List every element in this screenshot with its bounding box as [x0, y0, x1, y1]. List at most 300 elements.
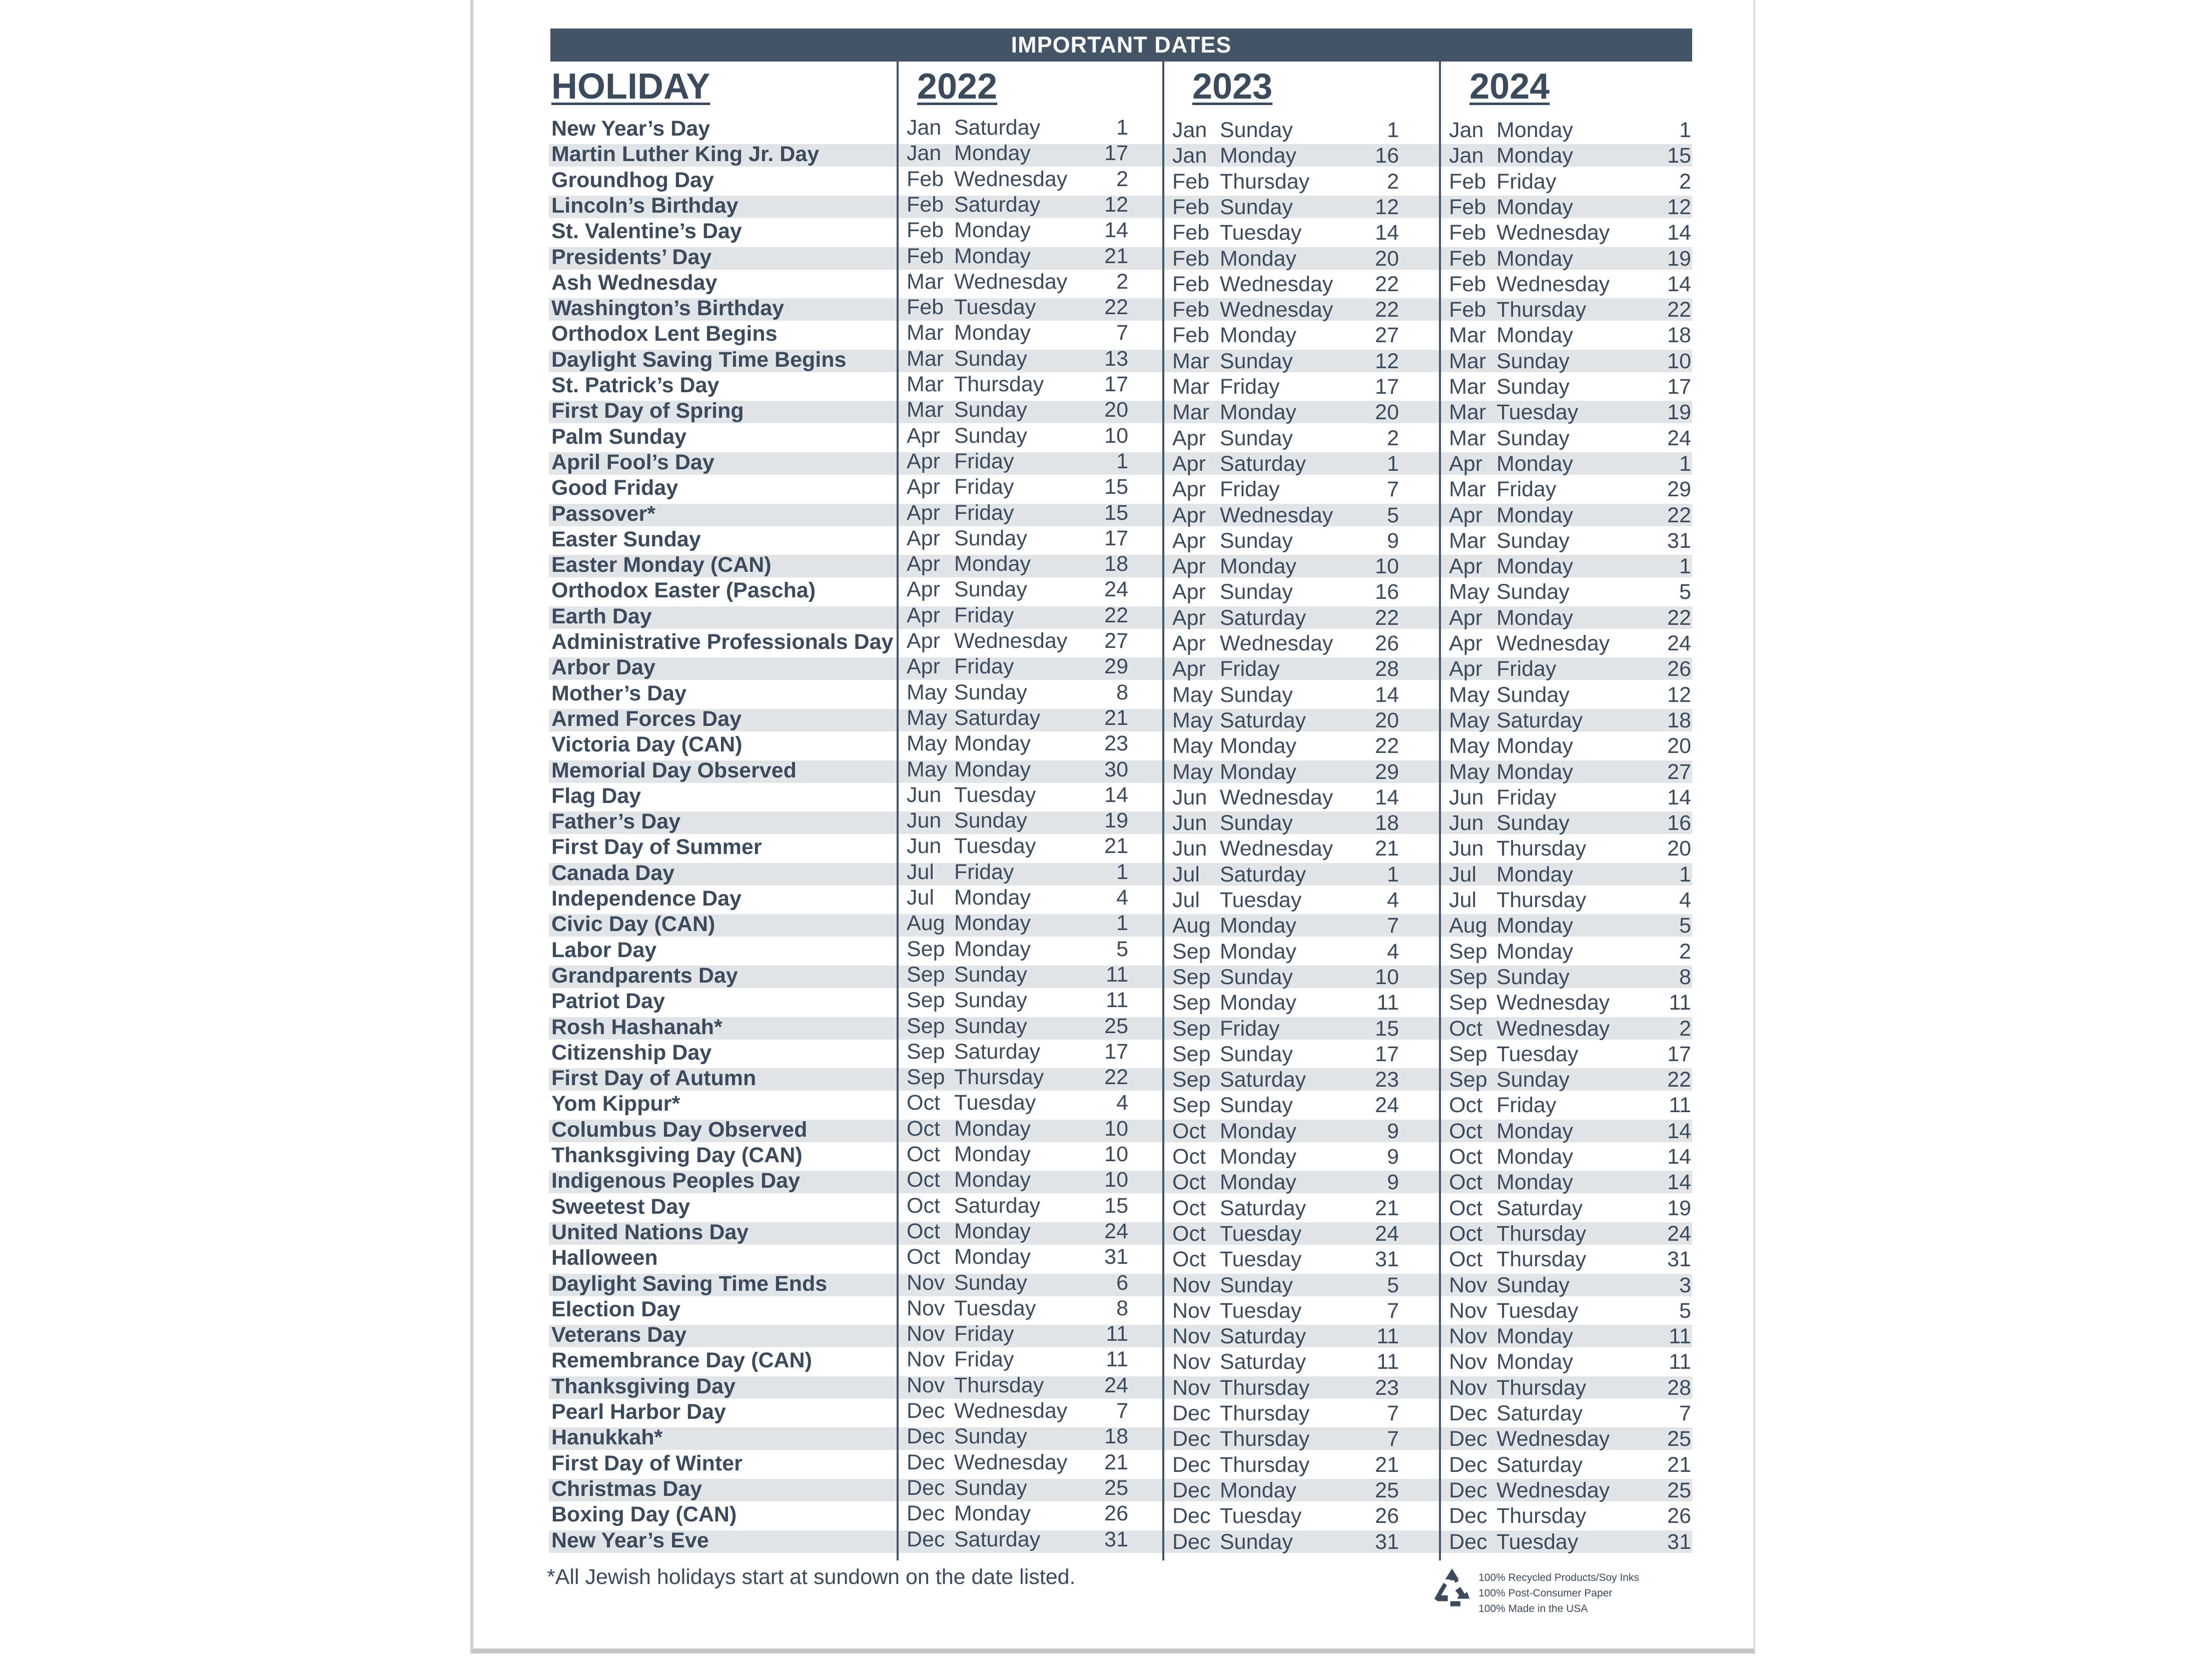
- year-2022-day-num: 24: [1104, 577, 1128, 601]
- year-2022-day-num: 1: [1116, 116, 1128, 140]
- holiday-name: Sweetest Day: [551, 1195, 690, 1219]
- year-2022-day-num: 21: [1104, 834, 1128, 858]
- year-2023-weekday: Monday: [1220, 760, 1296, 784]
- year-2023-weekday: Wednesday: [1220, 785, 1333, 809]
- year-2023-day-num: 16: [1375, 580, 1399, 604]
- year-2022-weekday: Monday: [954, 1168, 1031, 1192]
- holiday-name: Flag Day: [551, 784, 641, 808]
- holiday-name: Veterans Day: [551, 1323, 687, 1347]
- holiday-name: Earth Day: [551, 604, 652, 628]
- year-2024-day-num: 1: [1679, 452, 1691, 476]
- year-2023-day-num: 29: [1375, 760, 1399, 784]
- year-2022-weekday: Monday: [954, 937, 1031, 961]
- year-2024-weekday: Sunday: [1497, 1273, 1570, 1297]
- year-2023-day-num: 25: [1375, 1478, 1399, 1502]
- year-2022-day-num: 10: [1104, 1142, 1128, 1166]
- year-2022-month: May: [907, 706, 948, 730]
- year-2024-month: Nov: [1449, 1350, 1488, 1374]
- year-2022-day-num: 7: [1116, 321, 1128, 345]
- year-2022-day-num: 17: [1104, 1040, 1128, 1064]
- year-2022-weekday: Friday: [954, 603, 1014, 627]
- year-2022-day-num: 8: [1116, 1296, 1128, 1320]
- year-2023-weekday: Monday: [1220, 323, 1296, 347]
- year-2022-weekday: Monday: [954, 244, 1031, 268]
- year-2022-weekday: Friday: [954, 1347, 1014, 1371]
- year-2022-month: Oct: [907, 1142, 940, 1166]
- year-2022-day-num: 4: [1116, 886, 1128, 910]
- year-2024-month: Jul: [1449, 888, 1477, 912]
- year-2022-weekday: Monday: [954, 886, 1031, 910]
- year-2023-day-num: 14: [1375, 785, 1399, 809]
- year-2023-month: Oct: [1172, 1119, 1206, 1143]
- holiday-name: New Year’s Eve: [551, 1528, 709, 1552]
- year-2022-month: May: [907, 731, 948, 755]
- year-2024-weekday: Sunday: [1497, 349, 1570, 373]
- year-2023-month: Feb: [1172, 170, 1210, 194]
- year-2024-weekday: Monday: [1497, 1170, 1573, 1194]
- year-2023-day-num: 26: [1375, 1504, 1399, 1528]
- year-2022-day-num: 7: [1116, 1399, 1128, 1423]
- year-2023-weekday: Wednesday: [1220, 272, 1333, 296]
- year-2023-weekday: Saturday: [1220, 708, 1306, 732]
- year-2022-month: Apr: [907, 577, 940, 601]
- year-2024-month: Apr: [1449, 657, 1483, 681]
- year-2022-weekday: Sunday: [954, 680, 1027, 704]
- year-2022-month: Mar: [907, 372, 944, 396]
- year-2024-weekday: Tuesday: [1497, 400, 1579, 424]
- year-2023-month: Feb: [1172, 247, 1210, 271]
- holiday-name: Grandparents Day: [551, 964, 738, 988]
- year-2024-month: Jun: [1449, 837, 1484, 861]
- year-2024-weekday: Sunday: [1497, 426, 1570, 450]
- year-2023-month: Oct: [1172, 1145, 1206, 1169]
- year-2023-month: Jun: [1172, 811, 1207, 835]
- year-2023-weekday: Sunday: [1220, 1093, 1293, 1117]
- year-2022-day-num: 22: [1104, 1065, 1128, 1089]
- year-2022-weekday: Monday: [954, 1117, 1031, 1141]
- year-2022-day-num: 17: [1104, 372, 1128, 396]
- year-2024-day-num: 7: [1679, 1401, 1691, 1425]
- recycle-claim-line: 100% Post-Consumer Paper: [1479, 1587, 1613, 1599]
- year-2022-day-num: 14: [1104, 783, 1128, 807]
- holiday-column-header: HOLIDAY: [551, 67, 710, 107]
- year-2024-weekday: Monday: [1497, 554, 1573, 578]
- year-2024-weekday: Tuesday: [1497, 1042, 1579, 1066]
- year-2022-weekday: Tuesday: [954, 295, 1036, 319]
- year-2022-month: Jul: [907, 886, 934, 910]
- year-2024-weekday: Friday: [1497, 170, 1557, 194]
- year-2023-day-num: 14: [1375, 221, 1399, 245]
- year-2023-weekday: Monday: [1220, 940, 1296, 964]
- year-2024-day-num: 1: [1679, 554, 1691, 578]
- year-2024-month: Apr: [1449, 452, 1483, 476]
- year-2024-day-num: 8: [1679, 965, 1691, 989]
- year-2022-month: Apr: [907, 629, 940, 653]
- year-2023-weekday: Thursday: [1220, 1453, 1310, 1477]
- year-2022-weekday: Friday: [954, 501, 1014, 525]
- year-2023-day-num: 23: [1375, 1376, 1399, 1400]
- year-2023-day-num: 23: [1375, 1068, 1399, 1092]
- year-2024-weekday: Sunday: [1497, 580, 1570, 604]
- year-2024-day-num: 31: [1667, 1247, 1691, 1271]
- year-2022-day-num: 20: [1104, 398, 1128, 422]
- year-2024-month: Sep: [1449, 991, 1488, 1015]
- year-2024-day-num: 24: [1667, 631, 1691, 655]
- year-2022-weekday: Wednesday: [954, 629, 1068, 653]
- year-2024-day-num: 14: [1667, 221, 1691, 245]
- year-2024-day-num: 12: [1667, 683, 1691, 707]
- year-2023-day-num: 4: [1387, 940, 1399, 964]
- year-2022-weekday: Saturday: [954, 706, 1041, 730]
- year-2022-month: Feb: [907, 295, 944, 319]
- year-2024-weekday: Wednesday: [1497, 1017, 1610, 1041]
- holiday-name: Mother’s Day: [551, 681, 687, 705]
- year-2022-month: Mar: [907, 398, 944, 422]
- year-2023-month: Nov: [1172, 1376, 1211, 1400]
- year-2022-day-num: 11: [1106, 1322, 1128, 1346]
- holiday-name: St. Patrick’s Day: [551, 373, 719, 397]
- year-2024-month: Oct: [1449, 1247, 1483, 1271]
- year-2024-weekday: Thursday: [1497, 298, 1587, 322]
- year-2022-weekday: Tuesday: [954, 1091, 1036, 1115]
- year-2023-month: Apr: [1172, 529, 1206, 553]
- year-2022-month: Sep: [907, 988, 945, 1012]
- year-2023-weekday: Wednesday: [1220, 631, 1333, 655]
- year-2024-month: Oct: [1449, 1093, 1483, 1117]
- year-2024-day-num: 10: [1667, 349, 1691, 373]
- holiday-name: Christmas Day: [551, 1477, 702, 1501]
- year-2023-day-num: 2: [1387, 426, 1399, 450]
- year-2022-day-num: 31: [1104, 1527, 1128, 1551]
- year-2022-weekday: Monday: [954, 911, 1031, 935]
- year-2024-weekday: Wednesday: [1497, 1478, 1610, 1502]
- holiday-name: Halloween: [551, 1246, 658, 1270]
- year-2024-weekday: Saturday: [1497, 708, 1583, 732]
- year-2024-weekday: Wednesday: [1497, 631, 1610, 655]
- year-2022-weekday: Monday: [954, 141, 1031, 165]
- year-2024-day-num: 14: [1667, 785, 1691, 809]
- year-2023-day-num: 17: [1375, 375, 1399, 399]
- year-2024-month: Jan: [1449, 144, 1484, 168]
- year-2024-month: Feb: [1449, 221, 1487, 245]
- year-2022-weekday: Monday: [954, 757, 1031, 781]
- year-2024-month: Apr: [1449, 631, 1483, 655]
- year-2024-weekday: Monday: [1497, 940, 1573, 964]
- year-2022-day-num: 21: [1104, 706, 1128, 730]
- year-2023-weekday: Friday: [1220, 657, 1280, 681]
- year-2023-day-num: 11: [1376, 1350, 1399, 1374]
- year-2024-weekday: Tuesday: [1497, 1299, 1579, 1323]
- year-2023-day-num: 17: [1375, 1042, 1399, 1066]
- year-2023-month: Apr: [1172, 657, 1206, 681]
- year-2024-day-num: 5: [1679, 1299, 1691, 1323]
- year-2022-weekday: Wednesday: [954, 167, 1068, 191]
- year-2023-day-num: 20: [1375, 400, 1399, 424]
- year-2023-day-num: 7: [1387, 477, 1399, 501]
- year-2023-weekday: Monday: [1220, 914, 1296, 938]
- year-2022-weekday: Sunday: [954, 1476, 1027, 1500]
- holiday-name: Election Day: [551, 1297, 681, 1321]
- year-2023-weekday: Sunday: [1220, 811, 1293, 835]
- year-2022-weekday: Thursday: [954, 372, 1044, 396]
- year-2022-day-num: 27: [1104, 629, 1128, 653]
- holiday-name: April Fool’s Day: [551, 450, 714, 474]
- year-2022-weekday: Saturday: [954, 193, 1041, 217]
- year-2023-month: Sep: [1172, 1068, 1211, 1092]
- holiday-name: Indigenous Peoples Day: [551, 1169, 800, 1193]
- year-2022-day-num: 14: [1104, 218, 1128, 242]
- year-2022-weekday: Sunday: [954, 1271, 1027, 1295]
- year-2024-weekday: Monday: [1497, 323, 1573, 347]
- year-2023-day-num: 16: [1375, 144, 1399, 168]
- year-2022-day-num: 21: [1104, 1450, 1128, 1474]
- year-2024-day-num: 11: [1669, 991, 1691, 1015]
- year-2022-day-num: 30: [1104, 757, 1128, 781]
- year-2024-weekday: Wednesday: [1497, 991, 1610, 1015]
- year-2024-weekday: Monday: [1497, 1145, 1573, 1169]
- year-2024-month: Jun: [1449, 811, 1484, 835]
- year-2023-weekday: Saturday: [1220, 1196, 1306, 1220]
- year-2022-month: Feb: [907, 193, 944, 217]
- year-2023-day-num: 10: [1375, 554, 1399, 578]
- year-2023-month: Feb: [1172, 298, 1210, 322]
- year-2024-day-num: 14: [1667, 1119, 1691, 1143]
- year-2022-month: Nov: [907, 1271, 945, 1295]
- year-2022-weekday: Friday: [954, 860, 1014, 884]
- year-2022-month: Dec: [907, 1476, 945, 1500]
- year-2023-day-num: 7: [1387, 914, 1399, 938]
- year-2023-weekday: Sunday: [1220, 965, 1293, 989]
- year-2022-weekday: Sunday: [954, 963, 1027, 987]
- year-2023-weekday: Wednesday: [1220, 837, 1333, 861]
- year-2023-month: Jun: [1172, 785, 1207, 809]
- year-2024-weekday: Thursday: [1497, 837, 1587, 861]
- year-2023-day-num: 27: [1375, 323, 1399, 347]
- year-2022-month: May: [907, 757, 948, 781]
- holiday-name: Washington’s Birthday: [551, 296, 785, 320]
- year-2023-weekday: Sunday: [1220, 683, 1293, 707]
- year-2024-weekday: Monday: [1497, 606, 1573, 630]
- year-2023-day-num: 26: [1375, 631, 1399, 655]
- year-2022-header: 2022: [917, 67, 998, 107]
- holiday-name: Citizenship Day: [551, 1041, 712, 1065]
- year-2022-day-num: 29: [1104, 654, 1128, 678]
- year-2022-weekday: Friday: [954, 449, 1014, 473]
- year-2024-month: Feb: [1449, 298, 1487, 322]
- holiday-name: Administrative Professionals Day: [551, 630, 894, 654]
- year-2022-day-num: 8: [1116, 680, 1128, 704]
- year-2023-day-num: 1: [1387, 863, 1399, 887]
- year-2022-month: Apr: [907, 552, 940, 576]
- year-2024-weekday: Sunday: [1497, 1068, 1570, 1092]
- year-2022-day-num: 10: [1104, 424, 1128, 448]
- year-2024-day-num: 3: [1679, 1273, 1691, 1297]
- year-2023-month: Dec: [1172, 1401, 1211, 1425]
- year-2023-day-num: 28: [1375, 657, 1399, 681]
- year-2024-month: Oct: [1449, 1145, 1483, 1169]
- year-2022-weekday: Thursday: [954, 1065, 1044, 1089]
- year-2023-day-num: 22: [1375, 272, 1399, 296]
- year-2024-day-num: 15: [1667, 144, 1691, 168]
- column-divider: [897, 62, 899, 1560]
- footnote: *All Jewish holidays start at sundown on the date listed.: [547, 1565, 1076, 1589]
- recycle-claim-line: 100% Made in the USA: [1479, 1603, 1588, 1614]
- year-2022-weekday: Sunday: [954, 424, 1027, 448]
- year-2023-month: Apr: [1172, 426, 1206, 450]
- year-2024-day-num: 18: [1667, 323, 1691, 347]
- year-2022-month: Apr: [907, 501, 940, 525]
- year-2024-day-num: 19: [1667, 1196, 1691, 1220]
- year-2023-weekday: Tuesday: [1220, 888, 1302, 912]
- year-2024-day-num: 28: [1667, 1376, 1691, 1400]
- year-2023-month: Sep: [1172, 1093, 1211, 1117]
- year-2023-month: May: [1172, 708, 1213, 732]
- year-2024-weekday: Monday: [1497, 144, 1573, 168]
- year-2024-day-num: 20: [1667, 734, 1691, 758]
- year-2023-month: Mar: [1172, 375, 1210, 399]
- year-2023-day-num: 15: [1375, 1017, 1399, 1041]
- year-2023-month: May: [1172, 683, 1213, 707]
- year-2023-weekday: Wednesday: [1220, 298, 1333, 322]
- year-2023-weekday: Monday: [1220, 247, 1296, 271]
- year-2024-month: Sep: [1449, 1042, 1488, 1066]
- year-2023-month: Dec: [1172, 1478, 1211, 1502]
- year-2024-day-num: 11: [1669, 1093, 1691, 1117]
- year-2023-weekday: Monday: [1220, 1478, 1296, 1502]
- year-2023-month: Sep: [1172, 965, 1211, 989]
- holiday-name: Daylight Saving Time Ends: [551, 1272, 828, 1296]
- year-2024-weekday: Monday: [1497, 734, 1573, 758]
- year-2022-weekday: Sunday: [954, 808, 1027, 833]
- year-2023-day-num: 20: [1375, 708, 1399, 732]
- column-divider: [1162, 62, 1164, 1560]
- column-divider: [1439, 62, 1441, 1560]
- year-2023-month: Jul: [1172, 888, 1200, 912]
- year-2023-month: Oct: [1172, 1247, 1206, 1271]
- year-2023-month: Dec: [1172, 1530, 1211, 1554]
- year-2024-month: May: [1449, 760, 1490, 784]
- year-2022-weekday: Friday: [954, 654, 1014, 678]
- year-2023-day-num: 9: [1387, 1145, 1399, 1169]
- year-2022-weekday: Tuesday: [954, 783, 1036, 807]
- year-2024-day-num: 2: [1679, 940, 1691, 964]
- year-2023-weekday: Tuesday: [1220, 1222, 1302, 1246]
- year-2024-weekday: Monday: [1497, 195, 1573, 219]
- year-2024-day-num: 19: [1667, 247, 1691, 271]
- year-2022-weekday: Monday: [954, 1219, 1031, 1243]
- year-2022-weekday: Sunday: [954, 347, 1027, 371]
- year-2022-month: Apr: [907, 654, 940, 678]
- year-2023-day-num: 22: [1375, 298, 1399, 322]
- year-2024-month: May: [1449, 734, 1490, 758]
- year-2022-day-num: 11: [1106, 988, 1128, 1012]
- year-2023-day-num: 9: [1387, 529, 1399, 553]
- year-2023-month: Jul: [1172, 863, 1200, 887]
- year-2024-weekday: Friday: [1497, 477, 1557, 501]
- year-2022-month: Jun: [907, 783, 942, 807]
- year-2023-month: Nov: [1172, 1324, 1211, 1348]
- year-2022-day-num: 1: [1116, 911, 1128, 935]
- holiday-name: Pearl Harbor Day: [551, 1400, 726, 1424]
- year-2024-day-num: 11: [1669, 1324, 1691, 1348]
- year-2024-month: Mar: [1449, 529, 1487, 553]
- holiday-name: First Day of Summer: [551, 835, 762, 859]
- year-2024-weekday: Sunday: [1497, 811, 1570, 835]
- year-2024-day-num: 29: [1667, 477, 1691, 501]
- holiday-name: Daylight Saving Time Begins: [551, 348, 847, 372]
- year-2024-month: Nov: [1449, 1299, 1488, 1323]
- year-2024-weekday: Friday: [1497, 657, 1557, 681]
- year-2022-month: Apr: [907, 475, 940, 499]
- year-2024-day-num: 16: [1667, 811, 1691, 835]
- year-2024-weekday: Tuesday: [1497, 1530, 1579, 1554]
- year-2022-day-num: 22: [1104, 603, 1128, 627]
- year-2022-month: Dec: [907, 1450, 945, 1474]
- holiday-name: Hanukkah*: [551, 1425, 663, 1449]
- year-2022-month: Sep: [907, 937, 945, 961]
- year-2024-day-num: 17: [1667, 375, 1691, 399]
- year-2024-weekday: Monday: [1497, 760, 1573, 784]
- year-2022-month: May: [907, 680, 948, 704]
- year-2023-day-num: 22: [1375, 606, 1399, 630]
- year-2022-month: Feb: [907, 167, 944, 191]
- year-2023-weekday: Saturday: [1220, 606, 1306, 630]
- year-2024-day-num: 22: [1667, 298, 1691, 322]
- year-2022-day-num: 24: [1104, 1373, 1128, 1397]
- year-2022-weekday: Saturday: [954, 1194, 1041, 1218]
- year-2024-day-num: 31: [1667, 529, 1691, 553]
- holiday-name: Rosh Hashanah*: [551, 1015, 722, 1039]
- year-2024-month: Sep: [1449, 940, 1488, 964]
- year-2022-month: Mar: [907, 270, 944, 294]
- year-2022-weekday: Tuesday: [954, 1296, 1036, 1320]
- year-2024-weekday: Thursday: [1497, 1247, 1587, 1271]
- holiday-name: Boxing Day (CAN): [551, 1502, 737, 1526]
- holiday-name: Remembrance Day (CAN): [551, 1348, 812, 1372]
- year-2022-weekday: Monday: [954, 321, 1031, 345]
- year-2024-weekday: Monday: [1497, 452, 1573, 476]
- year-2024-month: Mar: [1449, 375, 1487, 399]
- year-2023-weekday: Monday: [1220, 1119, 1296, 1143]
- year-2022-weekday: Wednesday: [954, 1399, 1068, 1423]
- year-2024-day-num: 17: [1667, 1042, 1691, 1066]
- year-2024-month: Oct: [1449, 1170, 1483, 1194]
- year-2024-weekday: Saturday: [1497, 1401, 1583, 1425]
- year-2023-month: Dec: [1172, 1504, 1211, 1528]
- year-2022-month: Sep: [907, 1014, 945, 1038]
- year-2023-month: Feb: [1172, 221, 1210, 245]
- year-2024-weekday: Saturday: [1497, 1196, 1583, 1220]
- year-2022-weekday: Monday: [954, 218, 1031, 242]
- year-2022-month: Oct: [907, 1219, 940, 1243]
- year-2023-month: Dec: [1172, 1453, 1211, 1477]
- year-2023-weekday: Monday: [1220, 554, 1296, 578]
- year-2022-month: Sep: [907, 1040, 945, 1064]
- year-2023-weekday: Saturday: [1220, 452, 1306, 476]
- year-2023-day-num: 7: [1387, 1427, 1399, 1451]
- year-2022-weekday: Monday: [954, 731, 1031, 755]
- year-2024-weekday: Sunday: [1497, 529, 1570, 553]
- year-2023-weekday: Friday: [1220, 375, 1280, 399]
- year-2023-weekday: Saturday: [1220, 1324, 1306, 1348]
- year-2022-weekday: Saturday: [954, 1040, 1041, 1064]
- year-2024-weekday: Monday: [1497, 1324, 1573, 1348]
- year-2022-day-num: 15: [1104, 501, 1128, 525]
- year-2022-month: Apr: [907, 603, 940, 627]
- holiday-name: Father’s Day: [551, 809, 681, 834]
- year-2024-month: Mar: [1449, 400, 1487, 424]
- year-2022-weekday: Friday: [954, 1322, 1014, 1346]
